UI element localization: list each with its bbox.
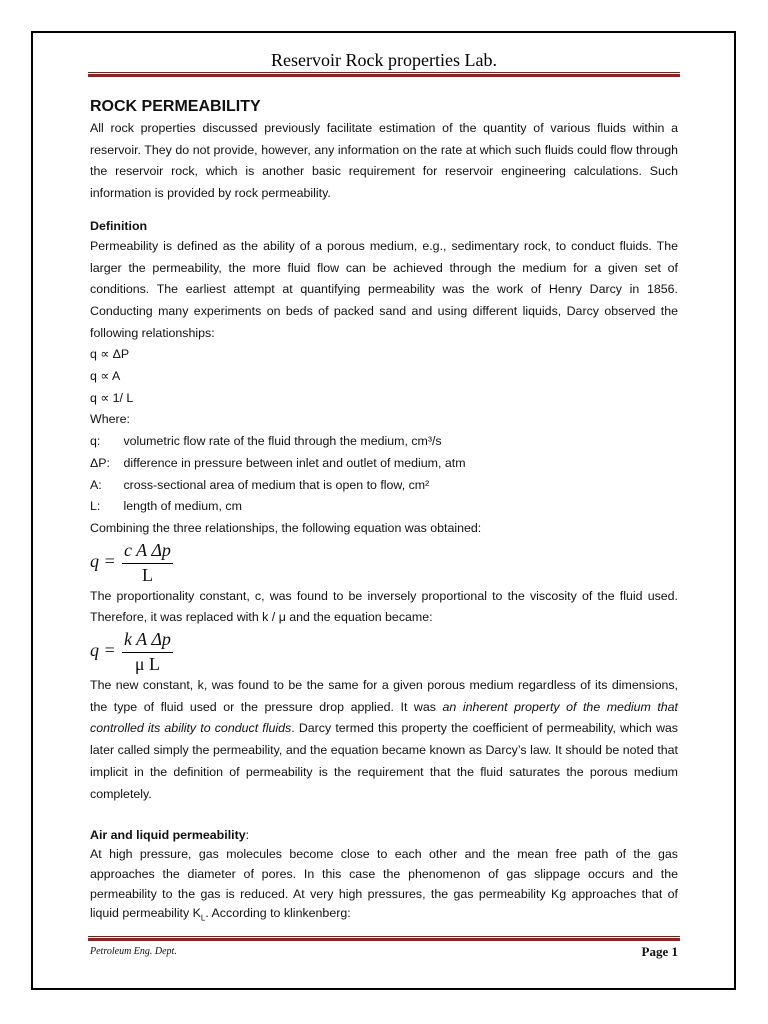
constant-paragraph: The proportionality constant, c, was found to be inversely proportional to the viscosity of the fluid used. Therefore, it was replaced with k / μ and the equation became: [90,588,678,625]
header-rule [88,72,680,77]
equation-denominator: L [141,564,153,585]
variable-symbol: q: [90,434,101,449]
air-liquid-text-a: At high pressure, gas molecules become close to each other and the mean free path of the gas approaches the diameter of pores. In this case the phenomenon of gas slippage occurs and the permeability to the gas is reduced. At very high pressures, the gas permeability Kg approaches that of liquid permeability K [90,847,678,921]
variable-item [90,431,678,453]
page-number: Page 1 [641,944,678,959]
variable-description: cross-sectional area of medium that is open to flow, cm² [123,477,430,492]
darcy-text-a: The new constant, k, was found to be the same for a given porous medium regardless of its dimensions, the type of fluid used or the pressure drop applied. It was [90,678,678,714]
equation-numerator: c A Δp [124,539,171,560]
variable-description: volumetric flow rate of the fluid through the medium, cm³/s [123,434,442,449]
section-title: ROCK PERMEABILITY [90,98,261,115]
variable-item [90,475,678,497]
combine-text: Combining the three relationships, the following equation was obtained: [90,520,482,535]
air-liquid-heading-text: Air and liquid permeability [90,828,246,843]
equation-2 [90,629,678,675]
equation-1 [90,540,678,586]
variable-description: difference in pressure between inlet and outlet of medium, atm [123,455,466,470]
variable-description: length of medium, cm [123,499,242,514]
air-liquid-paragraph [90,845,678,924]
air-liquid-heading-colon: : [245,828,250,843]
darcy-text-b: . Darcy termed this property the coefficient of permeability, which was later called simply the permeability, and the equation became known as Darcy’s law. It should be noted that implicit in the definition of permeability is the requirement that the fluid saturates the porous medium completely. [90,721,678,801]
relation-item: q ∝ 1/ L [90,390,134,405]
liquid-subscript: L [200,913,206,923]
where-label: Where: [90,412,130,427]
relations-list [90,344,678,409]
equation-numerator: k A Δp [124,629,171,650]
equation-fraction [122,629,173,675]
definition-paragraph: Permeability is defined as the ability of a porous medium, e.g., sedimentary rock, to conduct fluids. The larger the permeability, the more fluid flow can be achieved through the medium for a given set of conditions. The earliest attempt at quantifying permeability was the work of Henry Darcy in 1856. Conducting many experiments on beds of packed sand and using different liquids, Darcy observed the following relationships: [90,238,678,340]
darcy-law-paragraph [90,675,678,805]
variable-symbol: ΔP: [90,455,110,470]
definition-heading: Definition [90,218,148,233]
footer-department: Petroleum Eng. Dept. [90,946,177,957]
equation-fraction [122,540,173,586]
variable-symbol: L: [90,499,101,514]
variable-item [90,453,678,475]
page-header-title: Reservoir Rock properties Lab. [271,50,497,70]
darcy-emphasis: an inherent property of the medium that controlled its ability to conduct fluids [90,699,678,736]
intro-paragraph: All rock properties discussed previously facilitate estimation of the quantity of various fluids within a reservoir. They do not provide, however, any information on the rate at which such fluids could flow through the reservoir rock, which is another basic requirement for reservoir engineering calculations. Such information is provided by rock permeability. [90,121,678,201]
footer-rule [88,936,680,941]
variable-symbol: A: [90,477,102,492]
equation-denominator: μ L [134,654,161,675]
variable-item [90,496,678,518]
equation-lhs: q = [90,640,116,661]
relation-item: q ∝ A [90,369,121,384]
document-body [90,97,678,924]
air-liquid-heading [90,825,678,845]
equation-lhs: q = [90,550,116,571]
air-liquid-text-b: . According to klinkenberg: [205,906,351,921]
variable-list [90,431,678,518]
air-liquid-section [90,825,678,924]
relation-item: q ∝ ΔP [90,347,130,362]
